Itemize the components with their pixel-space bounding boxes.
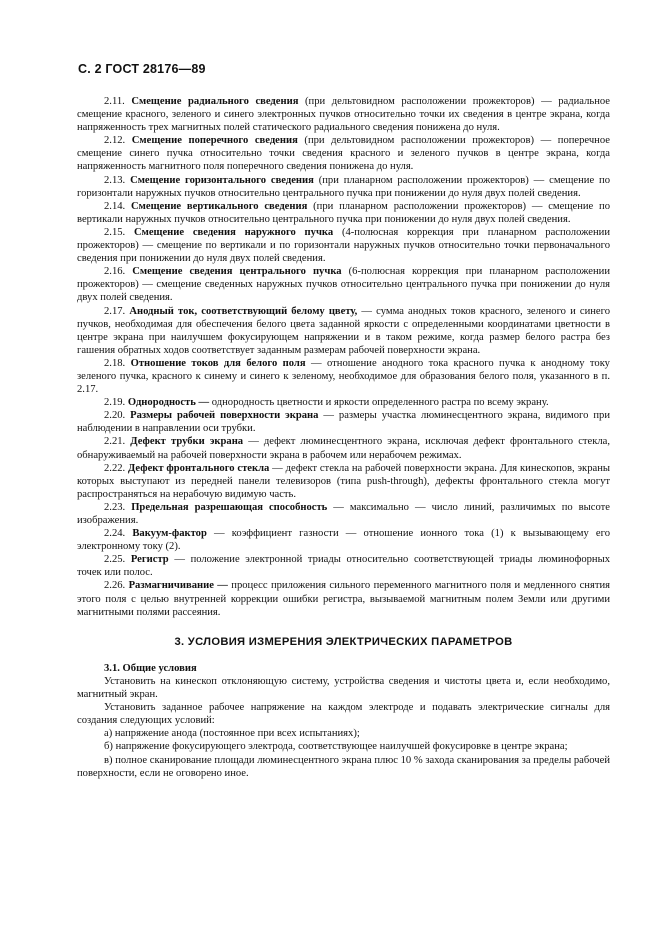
definition-number: 2.22. — [104, 462, 126, 474]
definition-term: Однородность — — [127, 397, 210, 409]
paragraph: Установить заданное рабочее напряжение на каждом электроде и подавать электрические сигналы для создания следующих условий: — [77, 702, 610, 727]
definition-paragraph — [77, 134, 610, 173]
definition-term: Вакуум-фактор — [132, 528, 207, 540]
definition-number: 2.26. — [104, 580, 126, 592]
definition-number: 2.12. — [104, 135, 126, 147]
definition-number: 2.15. — [104, 226, 126, 238]
definition-term: Регистр — [130, 554, 169, 566]
definition-text: — максимально — число линий, различимых по высоте изображения. — [77, 501, 610, 526]
definition-term: Смещение вертикального сведения — [131, 200, 308, 212]
document-body — [77, 95, 610, 780]
definition-number: 2.13. — [104, 174, 126, 186]
definition-number: 2.16. — [104, 266, 126, 278]
definition-term: Смещение радиального сведения — [131, 96, 299, 107]
definition-paragraph — [77, 357, 610, 396]
definition-text: (6-полюсная коррекция при планарном расположении прожекторов) — смещение сведенных наружных пучков относительно центрального пучка при понижении до нуля двух полей сведения. — [77, 266, 611, 304]
list-item: б) напряжение фокусирующего электрода, соответствующее наилучшей фокусировке в центре экрана; — [104, 741, 568, 753]
definition-text: процесс приложения сильного переменного магнитного поля и медленного снятия этого поля с целью внутренней коррекции ошибки регистра, вызываемой магнитным полем Земли или другими магнитными полями рассеяния. — [77, 580, 610, 618]
definition-text: (4-полюсная коррекция при планарном расположении прожекторов) — смещение по вертикали и по горизонтали наружных пучков относительно точки первоначального сведения при понижении до нуля двух полей сведения. — [77, 226, 611, 265]
definition-number: 2.24. — [104, 528, 126, 540]
definition-number: 2.23. — [104, 501, 126, 513]
definition-number: 2.25. — [104, 554, 126, 566]
definition-paragraph — [77, 462, 610, 501]
definition-paragraph — [77, 200, 610, 226]
definition-paragraph — [77, 396, 610, 409]
definition-term: Дефект трубки экрана — [130, 436, 244, 448]
definition-text: — положение электронной триады относительно соответствующей триады люминофорных точек или полос. — [77, 554, 610, 579]
definition-text: — сумма анодных токов красного, зеленого и синего пучков, необходимая для обеспечения белого цвета заданной яркости с определенными координатами цветности в центре экрана при наилучшем фокусирующем напряжении и в таком режиме, когда размер белого растра без гашения обратных ходов соответствует заданным размерам рабочей поверхности экрана. — [77, 305, 611, 356]
definition-number: 2.18. — [104, 357, 126, 369]
paragraph: Установить на кинескоп отклоняющую систему, устройства сведения и чистоты цвета и, если необходимо, магнитный экран. — [77, 675, 610, 701]
definition-term: Предельная разрешающая способность — [131, 501, 328, 513]
definition-term: Размагничивание — — [128, 580, 228, 592]
definition-text: — дефект стекла на рабочей поверхности экрана. Для кинескопов, экраны которых выступают из передней панели телевизоров (типа push-through), дефекты фронтального стекла могут распространяться на нерабочую видимую часть. — [77, 462, 610, 500]
definition-term: Размеры рабочей поверхности экрана — [130, 410, 319, 422]
definition-term: Смещение сведения наружного пучка — [133, 226, 334, 238]
definition-term: Отношение токов для белого поля — [130, 357, 306, 369]
definition-text: (при дельтовидном расположении прожекторов) — поперечное смещение синего пучка относительно точки сведения красного и зеленого пучков в центре экрана, когда напряженность магнитного поля поперечного сведения понижена до нуля. — [77, 135, 610, 173]
terms-list — [77, 95, 610, 619]
definition-paragraph — [77, 226, 610, 265]
definition-text: — дефект люминесцентного экрана, исключая дефект фронтального стекла, обнаруживаемый на рабочей поверхности экрана в рабочем или нерабочем режимах. — [77, 436, 611, 461]
section-title: 3. УСЛОВИЯ ИЗМЕРЕНИЯ ЭЛЕКТРИЧЕСКИХ ПАРАМЕТРОВ — [174, 635, 513, 648]
definition-paragraph — [77, 579, 610, 618]
definition-number: 2.17. — [104, 305, 126, 317]
definition-text: (при планарном расположении прожекторов) — смещение по вертикали наружных пучков относительно центрального пучка при понижении до нуля двух полей сведения. — [77, 200, 610, 225]
definition-term: Смещение поперечного сведения — [131, 135, 298, 147]
definition-paragraph — [77, 174, 610, 200]
definition-term: Смещение сведения центрального пучка — [132, 266, 342, 278]
list-item: в) полное сканирование площади люминесцентного экрана плюс 10 % захода сканирования за пределы рабочей поверхности, если не оговорено иное. — [77, 754, 610, 779]
definition-paragraph — [77, 265, 610, 304]
definition-paragraph — [77, 553, 610, 579]
definition-number: 2.14. — [104, 200, 126, 212]
definition-paragraph — [77, 409, 610, 435]
definition-paragraph — [77, 435, 610, 461]
definition-term: Дефект фронтального стекла — [128, 462, 270, 474]
definition-term: Смещение горизонтального сведения — [130, 174, 314, 186]
definition-paragraph — [77, 501, 610, 527]
definition-paragraph — [77, 527, 610, 553]
definition-text: — размеры участка люминесцентного экрана, видимого при наблюдении в направлении оси трубки. — [77, 410, 610, 435]
page-header: С. 2 ГОСТ 28176—89 — [78, 62, 206, 76]
definition-text: — коэффициент газности — отношение ионного тока (1) к вызывающему его электронному току (2). — [77, 528, 610, 553]
definition-text: (при дельтовидном расположении прожекторов) — радиальное смещение красного, зеленого и синего электронных пучков относительно точки их сведения в центре экрана, когда напряженность трех магнитных полей статического радиального сведения понижена до нуля. — [77, 96, 610, 134]
subsection-heading — [77, 662, 610, 675]
definition-paragraph — [77, 305, 610, 357]
definition-term: Анодный ток, соответствующий белому цвету, — [129, 305, 358, 317]
definition-text: — отношение анодного тока красного пучка к анодному току зеленого пучка, красного к синему и синего к зеленому, необходимое для образования белого поля, указанного в п. 2.17. — [77, 357, 610, 396]
definition-number: 2.19. — [104, 397, 126, 409]
definition-text: (при планарном расположении прожекторов) — смещение по горизонтали наружных пучков относительно центрального пучка при понижении до нуля двух полей сведения. — [77, 174, 610, 199]
definition-paragraph — [77, 95, 610, 134]
definition-number: 2.20. — [104, 410, 126, 422]
definition-number: 2.21. — [104, 436, 126, 448]
subsection-heading-text: 3.1. Общие условия — [104, 662, 197, 674]
definition-text: однородность цветности и яркости определенного растра по всему экрану. — [209, 397, 549, 409]
list-item: а) напряжение анода (постоянное при всех испытаниях); — [104, 728, 360, 740]
definition-number: 2.11. — [104, 96, 125, 107]
